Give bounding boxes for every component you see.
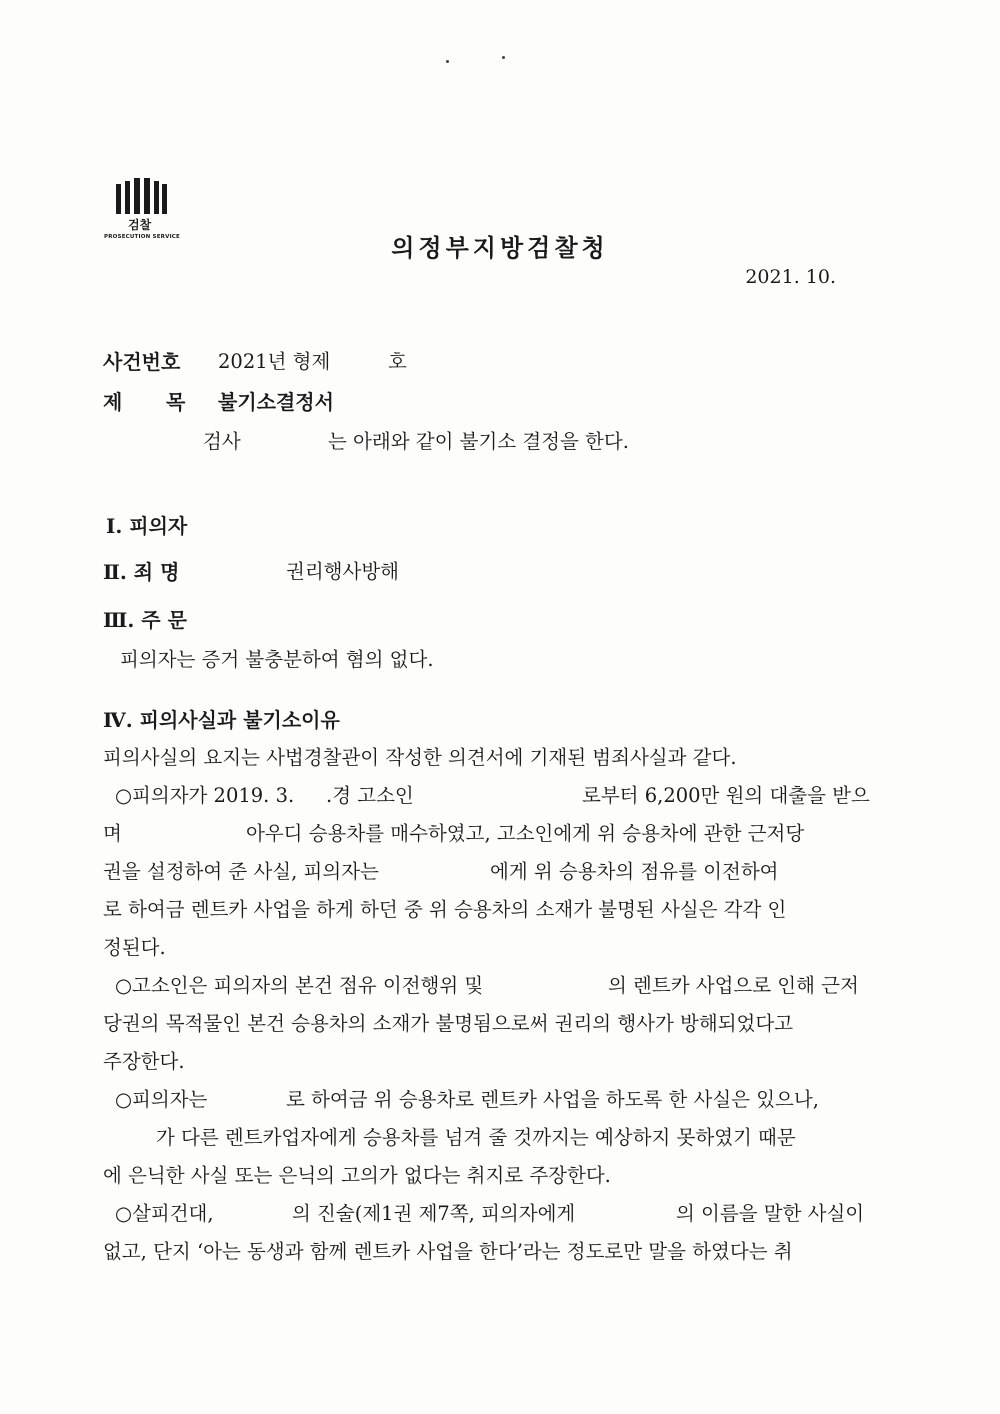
body-line: ○피의자가 2019. 3. (115, 784, 295, 807)
subject-label-1: 제 (103, 390, 123, 414)
body-line: 피의사실의 요지는 사법경찰관이 작성한 의견서에 기재된 범죄사실과 같다. (103, 746, 737, 769)
body-line: 의 이름을 말한 사실이 (676, 1202, 865, 1225)
body-line: 로부터 6,200만 원의 대출을 받으 (582, 784, 870, 807)
body-line: 의 진술(제1권 제7쪽, 피의자에게 (292, 1202, 576, 1225)
logo-bars-icon (116, 178, 166, 214)
intro-prosecutor: 검사 (203, 430, 241, 453)
scan-speck (502, 56, 505, 59)
body-line: 로 하여금 위 승용차로 렌트카 사업을 하도록 한 사실은 있으나, (286, 1088, 819, 1111)
body-line: 아우디 승용차를 매수하였고, 고소인에게 위 승용차에 관한 근저당 (246, 822, 805, 845)
body-line: 로 하여금 렌트카 사업을 하게 하던 중 위 승용차의 소재가 불명된 사실은 각각 인 (103, 898, 787, 921)
document-date: 2021. 10. (745, 266, 836, 288)
disposition-text: 피의자는 증거 불충분하여 혐의 없다. (120, 648, 434, 671)
case-number-label: 사건번호 (103, 350, 181, 374)
body-line: 에게 위 승용차의 점유를 이전하여 (490, 860, 779, 883)
body-line: 주장한다. (103, 1050, 185, 1073)
body-line: ○살피건대, (115, 1202, 214, 1225)
body-line: 없고, 단지 ‘아는 동생과 함께 렌트카 사업을 한다’라는 정도로만 말을 하였다는 취 (103, 1240, 793, 1263)
charge-name: 권리행사방해 (286, 560, 400, 583)
case-number-suffix: 호 (388, 350, 407, 373)
body-line: 당권의 목적물인 본건 승용차의 소재가 불명됨으로써 권리의 행사가 방해되었다고 (103, 1012, 794, 1035)
section-4-heading: Ⅳ. 피의사실과 불기소이유 (103, 708, 340, 732)
section-2-heading: Ⅱ. 죄 명 (103, 560, 180, 584)
body-line: ○고소인은 피의자의 본건 점유 이전행위 및 (115, 974, 484, 997)
body-line: .경 고소인 (326, 784, 414, 807)
scan-speck (446, 60, 449, 63)
body-line: 며 (103, 822, 122, 845)
subject-label-2: 목 (166, 390, 186, 414)
subject-value: 불기소결정서 (218, 390, 334, 414)
body-line: 에 은닉한 사실 또는 은닉의 고의가 없다는 취지로 주장한다. (103, 1164, 611, 1187)
body-line: 정된다. (103, 936, 166, 959)
case-number-value: 2021년 형제 (218, 350, 331, 373)
body-line: 권을 설정하여 준 사실, 피의자는 (103, 860, 379, 883)
body-line: 의 렌트카 사업으로 인해 근저 (608, 974, 859, 997)
logo-english-text: PROSECUTION SERVICE (104, 234, 181, 240)
section-1-heading: Ⅰ. 피의자 (106, 514, 188, 538)
body-line: 가 다른 렌트카업자에게 승용차를 넘겨 줄 것까지는 예상하지 못하였기 때문 (156, 1126, 796, 1149)
section-3-heading: Ⅲ. 주 문 (103, 608, 187, 632)
office-title: 의정부지방검찰청 (391, 233, 609, 262)
intro-statement: 는 아래와 같이 불기소 결정을 한다. (328, 430, 629, 453)
body-line: ○피의자는 (115, 1088, 208, 1111)
logo-korean-text: 검찰 (128, 218, 152, 232)
